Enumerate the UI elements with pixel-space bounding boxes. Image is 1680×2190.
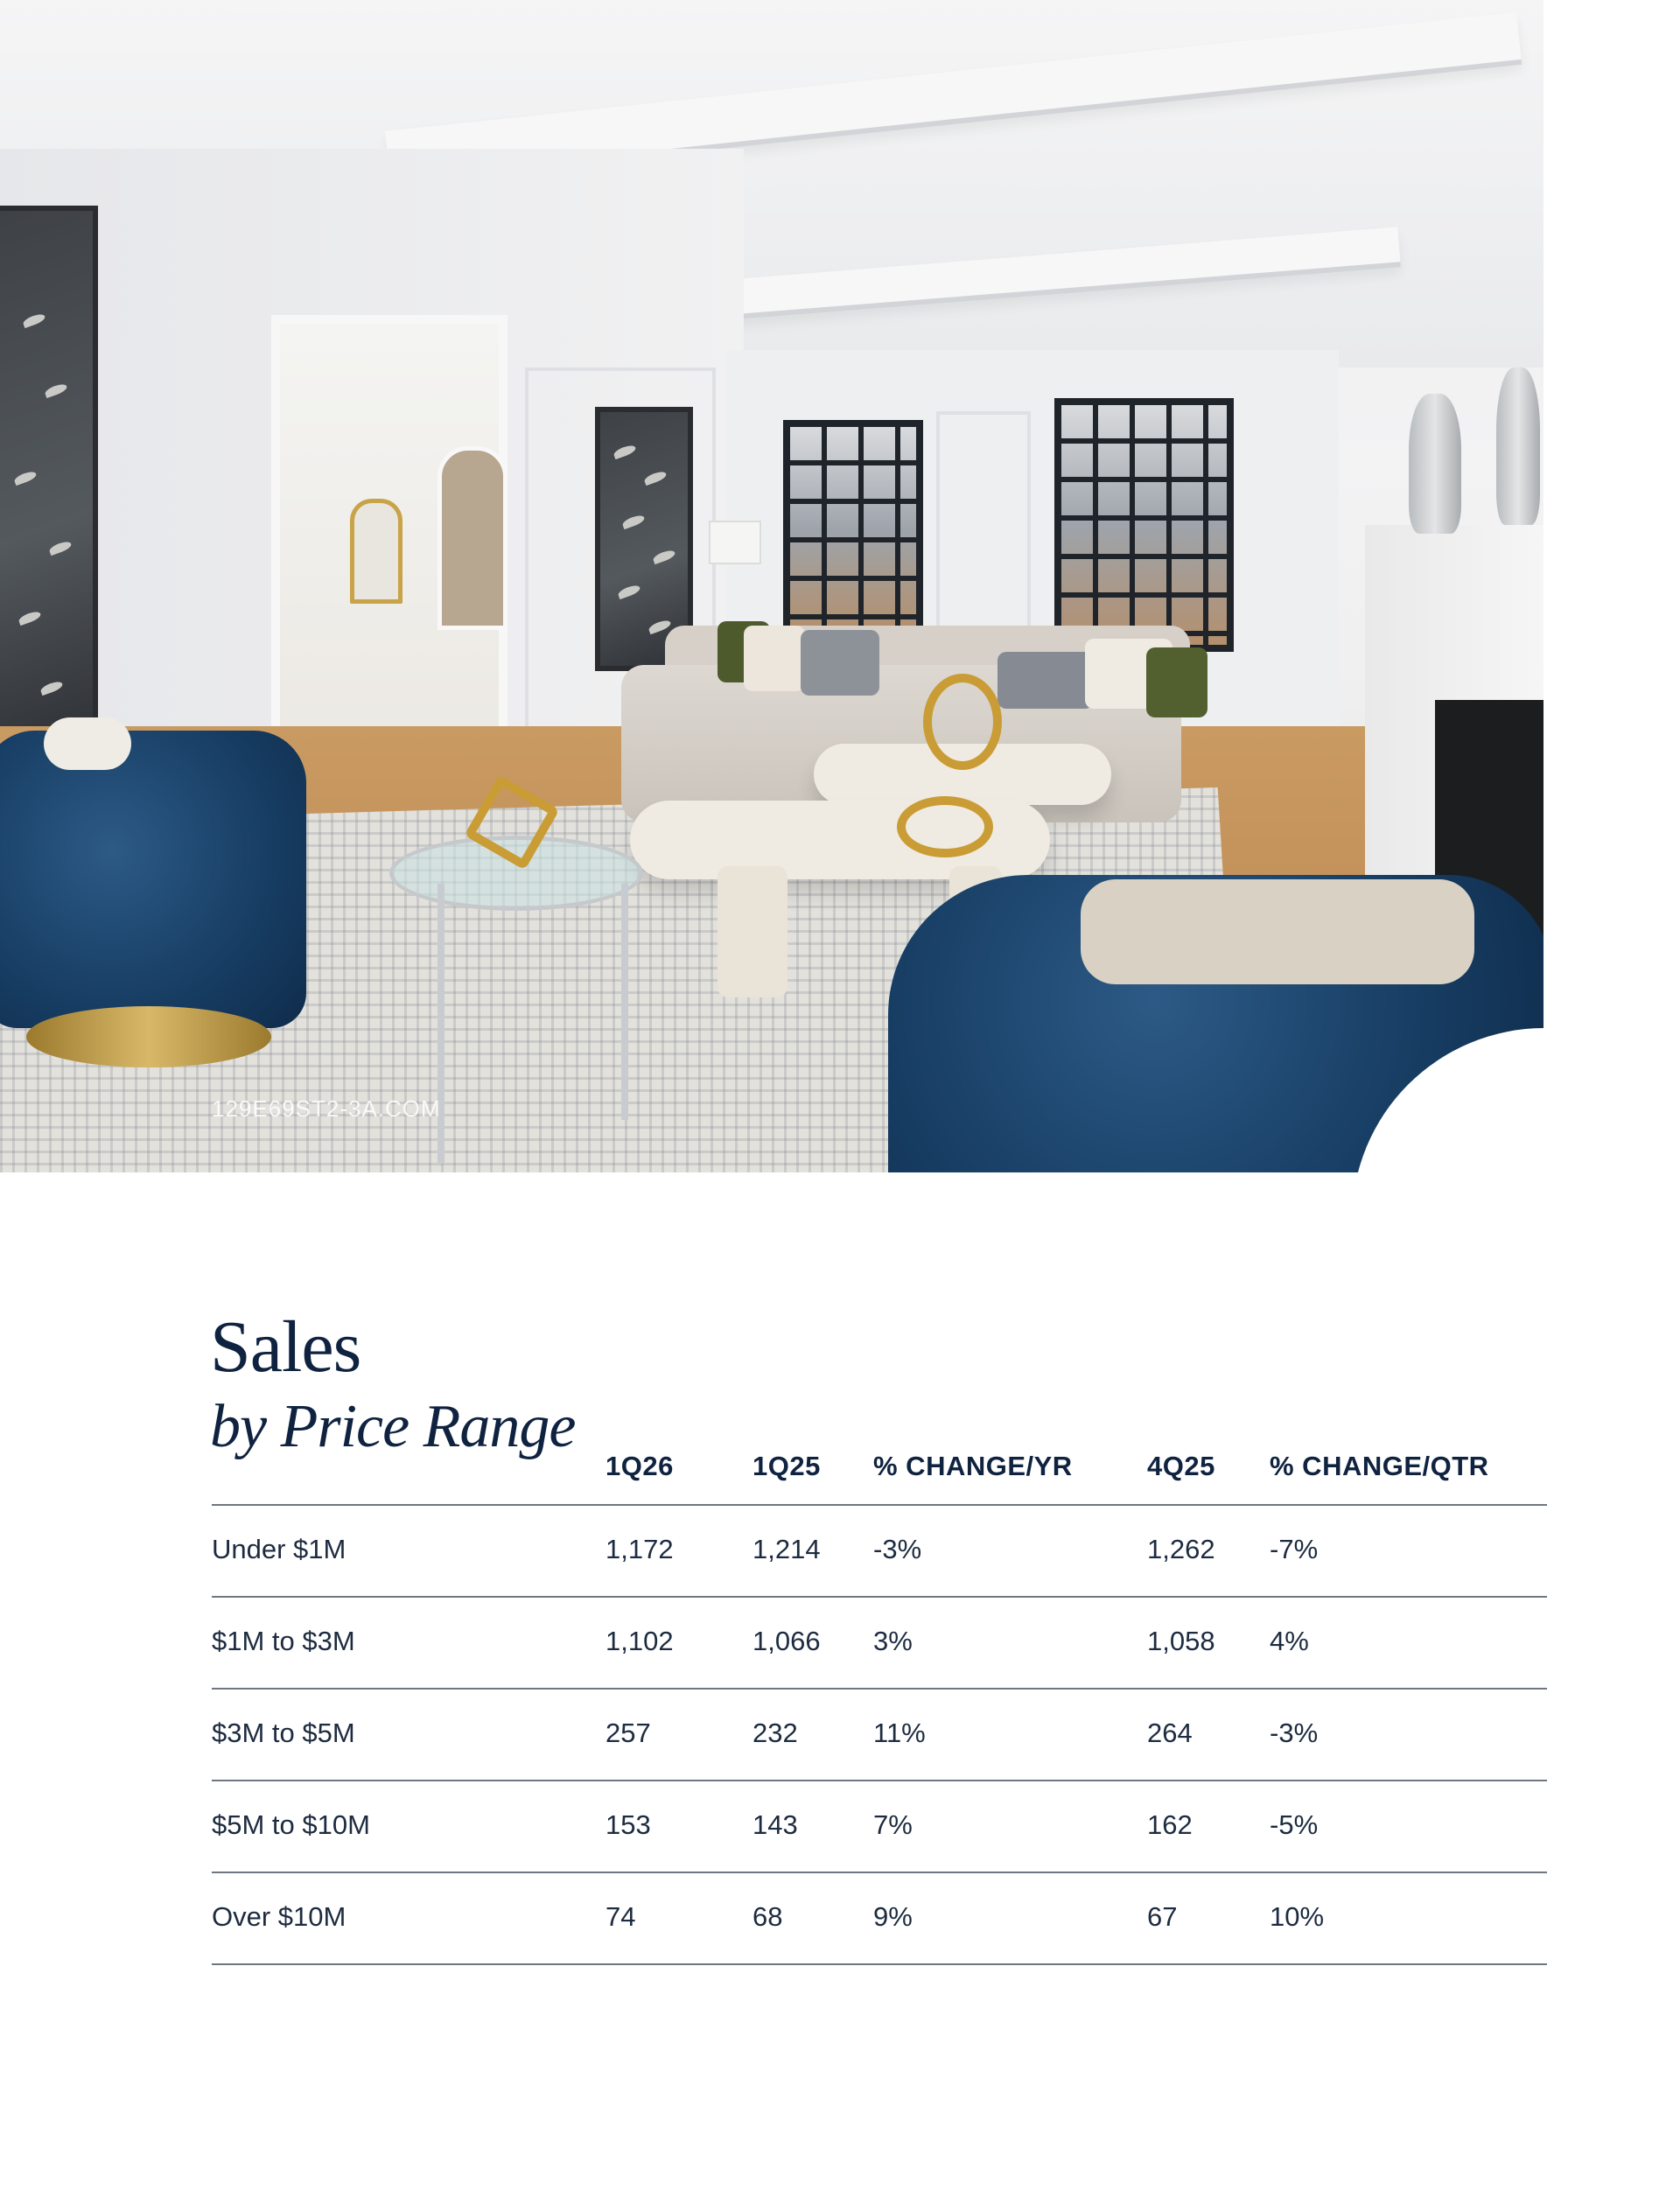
gold-ring-sculpture: [923, 674, 1002, 770]
price-range-label: $1M to $3M: [212, 1626, 355, 1656]
table-row: [212, 1506, 1547, 1598]
vase: [1409, 394, 1461, 534]
column-header-change-qtr: % CHANGE/QTR: [1270, 1451, 1489, 1481]
cell-change-qtr: -3%: [1270, 1718, 1319, 1748]
pillow: [744, 626, 805, 691]
gold-chair-base: [26, 1006, 271, 1067]
cell-1q26: 1,172: [606, 1534, 674, 1564]
cell-4q25: 264: [1147, 1718, 1193, 1748]
blue-velvet-chair-left: [0, 731, 306, 1028]
cell-1q25: 232: [752, 1718, 798, 1748]
cell-1q26: 153: [606, 1809, 651, 1840]
cell-1q26: 257: [606, 1718, 651, 1748]
cell-1q25: 68: [752, 1901, 783, 1932]
cell-1q26: 1,102: [606, 1626, 674, 1656]
arched-window: [438, 446, 508, 630]
cell-1q25: 1,066: [752, 1626, 821, 1656]
table-header-row: [212, 1435, 1547, 1506]
table-row: [212, 1598, 1547, 1690]
pillow: [998, 652, 1094, 709]
cell-4q25: 67: [1147, 1901, 1178, 1932]
side-table-leg: [621, 884, 628, 1120]
cell-4q25: 1,058: [1147, 1626, 1215, 1656]
section-title: Sales: [210, 1306, 361, 1388]
pillow: [44, 717, 131, 770]
pillow: [1081, 879, 1474, 984]
bird-artwork-left: [0, 206, 98, 741]
coffee-table-leg: [718, 866, 788, 997]
cell-change-yr: 3%: [873, 1626, 913, 1656]
cell-change-yr: 11%: [873, 1718, 926, 1748]
window-right: [1054, 398, 1234, 652]
column-header-4q25: 4Q25: [1147, 1451, 1215, 1481]
table-row: [212, 1781, 1547, 1873]
hero-photo: [0, 0, 1544, 1172]
doorway-to-dining-room: [271, 315, 508, 787]
price-range-label: Under $1M: [212, 1534, 346, 1564]
wall-panel: [936, 411, 1031, 646]
cell-4q25: 162: [1147, 1809, 1193, 1840]
price-range-label: Over $10M: [212, 1901, 346, 1932]
price-range-label: $5M to $10M: [212, 1809, 370, 1840]
cell-change-qtr: -7%: [1270, 1534, 1319, 1564]
cell-1q25: 143: [752, 1809, 798, 1840]
vase: [1496, 367, 1540, 525]
cell-1q25: 1,214: [752, 1534, 821, 1564]
cell-change-qtr: 10%: [1270, 1901, 1325, 1932]
cell-change-yr: 9%: [873, 1901, 913, 1932]
sales-by-price-range-table: [212, 1435, 1547, 1965]
pillow: [801, 630, 879, 696]
gold-ring-sculpture: [897, 796, 993, 857]
window-left: [783, 420, 923, 639]
cell-change-yr: 7%: [873, 1809, 913, 1840]
listing-url-watermark: 129E69ST2-3A.COM: [212, 1095, 441, 1122]
column-header-1q26: 1Q26: [606, 1451, 674, 1481]
cell-4q25: 1,262: [1147, 1534, 1215, 1564]
cell-change-qtr: -5%: [1270, 1809, 1319, 1840]
section-subtitle: by Price Range: [210, 1393, 576, 1460]
cell-change-qtr: 4%: [1270, 1626, 1309, 1656]
cell-1q26: 74: [606, 1901, 636, 1932]
arched-mirror: [350, 499, 402, 604]
floor-lamp: [709, 521, 761, 564]
price-range-label: $3M to $5M: [212, 1718, 355, 1748]
column-header-change-yr: % CHANGE/YR: [873, 1451, 1073, 1481]
pillow: [1146, 647, 1208, 717]
cell-change-yr: -3%: [873, 1534, 922, 1564]
column-header-1q25: 1Q25: [752, 1451, 821, 1481]
table-row: [212, 1873, 1547, 1965]
table-row: [212, 1690, 1547, 1781]
